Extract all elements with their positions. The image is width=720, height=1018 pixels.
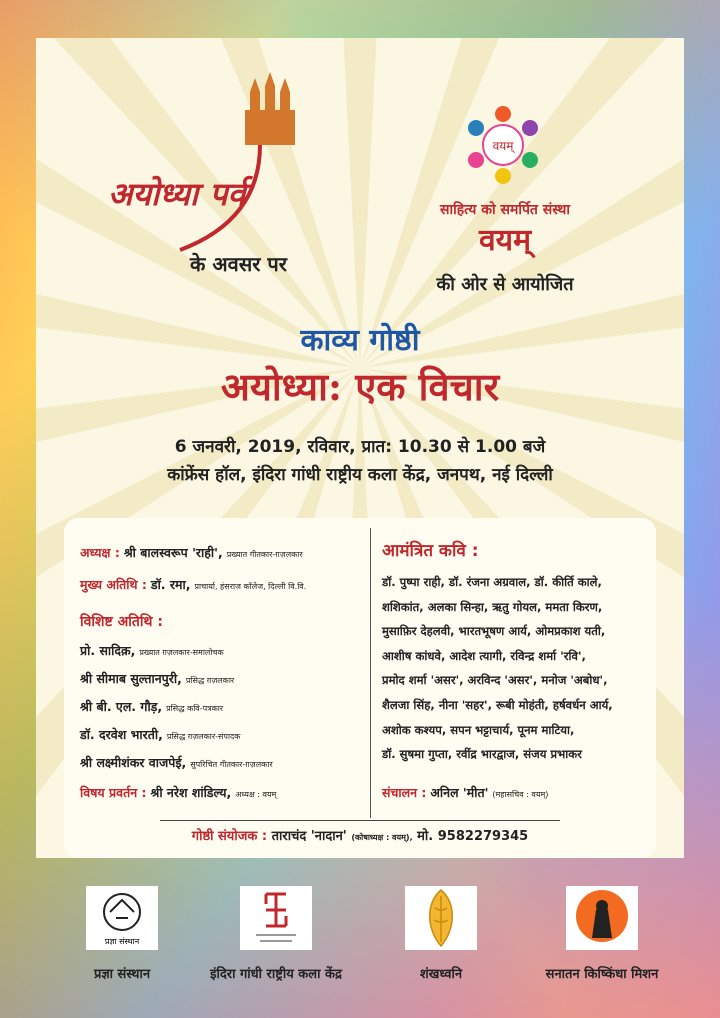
vayam-logo [458,100,548,190]
poets-line: डॉ. सुषमा गुप्ता, रवींद्र भारद्वाज, संजय प्रभाकर [382,747,582,762]
poets-line: शैलजा सिंह, नीना 'सहर', रूबी मोहंती, हर्षवर्धन आर्य, [382,697,613,712]
guest-line: प्रो. सादिक़, प्रख्यात ग़ज़लकार-समालोचक [80,643,224,658]
vayam-logo-text: वयम् [492,139,514,153]
poets-line: आशीष कांधवे, आदेश त्यागी, रविन्द्र शर्मा 'रवि', [382,648,586,663]
ignca-logo [240,886,312,950]
footer-label-kishkindha: सनातन किष्किंधा मिशन [545,967,659,982]
conch-shell-logo [405,886,477,950]
event-title: अयोध्या: एक विचार [220,364,500,409]
column-divider [370,528,371,818]
sanyojak-line: गोष्ठी संयोजक : ताराचंद 'नादान' (कोषाध्यक्ष : वयम्), मो. 9582279345 [191,829,529,844]
guest-line: श्री सीमाब सुल्तानपुरी, प्रसिद्ध ग़ज़लकार [80,671,235,686]
event-venue: कांफ्रेंस हॉल, इंदिरा गांधी राष्ट्रीय कला केंद्र, जनपथ, नई दिल्ली [167,465,553,485]
poets-line: मुसाफ़िर देहलवी, भारतभूषण आर्य, ओमप्रकाश यती, [382,624,606,639]
footer-label-ignca: इंदिरा गांधी राष्ट्रीय कला केंद्र [210,967,342,982]
guest-line: श्री लक्ष्मीशंकर वाजपेई, सुपरिचित गीतकार-ग़ज़लकार [80,755,273,770]
event-type: काव्य गोष्ठी [300,323,420,358]
footer-label-pragya: प्रज्ञा संस्थान [93,967,151,982]
adhyaksh-line: अध्यक्ष : श्री बालस्वरूप 'राही', प्रख्यात गीतकार-ग़ज़लकार [80,545,303,560]
sanchalan-line: संचालन : अनिल 'मीत' (महासचिव : वयम्) [382,785,549,800]
pragya-logo-text: प्रज्ञा संस्थान [104,937,140,946]
poets-line: अशोक कश्यप, सपन भट्टाचार्य, पूनम माटिया, [382,722,575,737]
poets-list [382,570,650,767]
bottom-rule [160,820,560,821]
poets-heading: आमंत्रित कवि : [382,541,479,561]
event-datetime: 6 जनवरी, 2019, रविवार, प्रात: 10.30 से 1.00 बजे [174,437,546,457]
guest-line: श्री बी. एल. गौड़, प्रसिद्ध कवि-पत्रकार [80,699,224,714]
mukhya-atithi-line: मुख्य अतिथि : डॉ. रमा, प्राचार्या, हंसराज कॉलेज, दिल्ली वि.वि. [80,577,307,592]
poets-line: शशिकांत, अलका सिन्हा, ऋतु गोयल, ममता किरण, [382,599,603,614]
poets-line: डॉ. पुष्पा राही, डॉ. रंजना अग्रवाल, डॉ. कीर्ति काले, [382,575,602,589]
poets-line: प्रमोद शर्मा 'असर', अरविन्द 'असर', मनोज 'अबोध', [382,673,608,688]
avsar-text: के अवसर पर [190,252,287,276]
ayodhya-temple-logo [110,70,310,260]
sahitya-tagline: साहित्य को समर्पित संस्था [440,202,570,218]
vayam-name: वयम् [478,223,532,258]
ayodhya-parv-title: अयोध्या पर्व [108,175,246,213]
pragya-sansthan-logo [86,886,158,950]
vishay-pravartan-line: विषय प्रवर्तन : श्री नरेश शांडिल्य, अध्यक्ष : वयम् [80,785,277,800]
vishisht-atithi-heading: विशिष्ट अतिथि : [80,614,163,630]
organized-by-text: की ओर से आयोजित [436,274,574,295]
guest-line: डॉ. दरवेश भारती, प्रसिद्ध ग़ज़लकार-संपादक [80,727,241,742]
hanuman-logo [566,886,638,950]
footer-label-shankhdhwani: शंखध्वनि [419,967,463,982]
